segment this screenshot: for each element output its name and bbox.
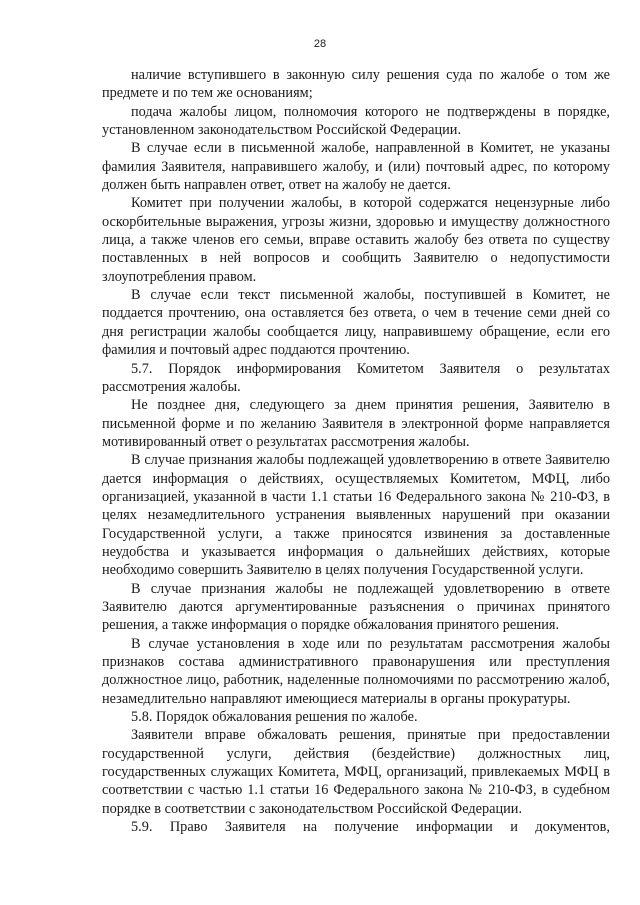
paragraph: подача жалобы лицом, полномочия которого не подтверждены в порядке, установленном законодательством Российской Федерации.	[102, 103, 610, 139]
section-heading-5-7: 5.7. Порядок информирования Комитетом Заявителя о результатах рассмотрения жалобы.	[102, 360, 610, 395]
paragraph: В случае если текст письменной жалобы, поступившей в Комитет, не поддается прочтению, она оставляется без ответа, о чем в течение семи дней со дня регистрации жалобы сообщается лицу, направившему обращение, если его фамилия и почтовый адрес поддаются прочтению.	[102, 287, 610, 359]
section-heading-5-9: 5.9. Право Заявителя на получение информации и документов,	[131, 819, 610, 836]
paragraph: В случае если в письменной жалобе, направленной в Комитет, не указаны фамилия Заявителя, направившего жалобу, и (или) почтовый адрес, по которому должен быть направлен ответ, ответ на жалобу не дается.	[102, 140, 610, 194]
paragraph: Заявители вправе обжаловать решения, принятые при предоставлении государственной услуги, действия (бездействие) должностных лиц, государственных служащих Комитета, МФЦ, организаций, привлекаемых МФЦ в соответствии с частью 1.1 статьи 16 Федерального закона № 210-ФЗ, в судебном порядке в соответствии с законодательством Российской Федерации.	[102, 727, 610, 817]
document-body	[102, 66, 610, 836]
paragraph: Комитет при получении жалобы, в которой содержатся нецензурные либо оскорбительные выражения, угрозы жизни, здоровью и имуществу должностного лица, а также членов его семьи, вправе оставить жалобу без ответа по существу поставленных в ней вопросов и сообщить Заявителю о недопустимости злоупотребления правом.	[102, 195, 610, 285]
section-heading-5-8: 5.8. Порядок обжалования решения по жалобе.	[131, 709, 418, 726]
paragraph: В случае признания жалобы не подлежащей удовлетворению в ответе Заявителю даются аргументированные разъяснения о причинах принятого решения, а также информация о порядке обжалования принятого решения.	[102, 580, 610, 634]
page-number: 28	[313, 38, 327, 50]
paragraph: В случае признания жалобы подлежащей удовлетворению в ответе Заявителю дается информация о действиях, осуществляемых Комитетом, МФЦ, либо организацией, указанной в части 1.1 статьи 16 Федерального закона № 210-ФЗ, в целях незамедлительного устранения выявленных нарушений при оказании Государственной услуги, а также приносятся извинения за доставленные неудобства и указывается информация о дальнейших действиях, которые необходимо совершить Заявителю в целях получения Государственной услуги.	[102, 452, 610, 579]
paragraph: В случае установления в ходе или по результатам рассмотрения жалобы признаков состава административного правонарушения или преступления должностное лицо, работник, наделенные полномочиями по рассмотрению жалоб, незамедлительно направляют имеющиеся материалы в органы прокуратуры.	[102, 635, 610, 707]
paragraph: наличие вступившего в законную силу решения суда по жалобе о том же предмете и по тем же основаниям;	[102, 67, 610, 102]
paragraph: Не позднее дня, следующего за днем принятия решения, Заявителю в письменной форме и по желанию Заявителя в электронной форме направляется мотивированный ответ о результатах рассмотрения жалобы.	[102, 397, 610, 450]
